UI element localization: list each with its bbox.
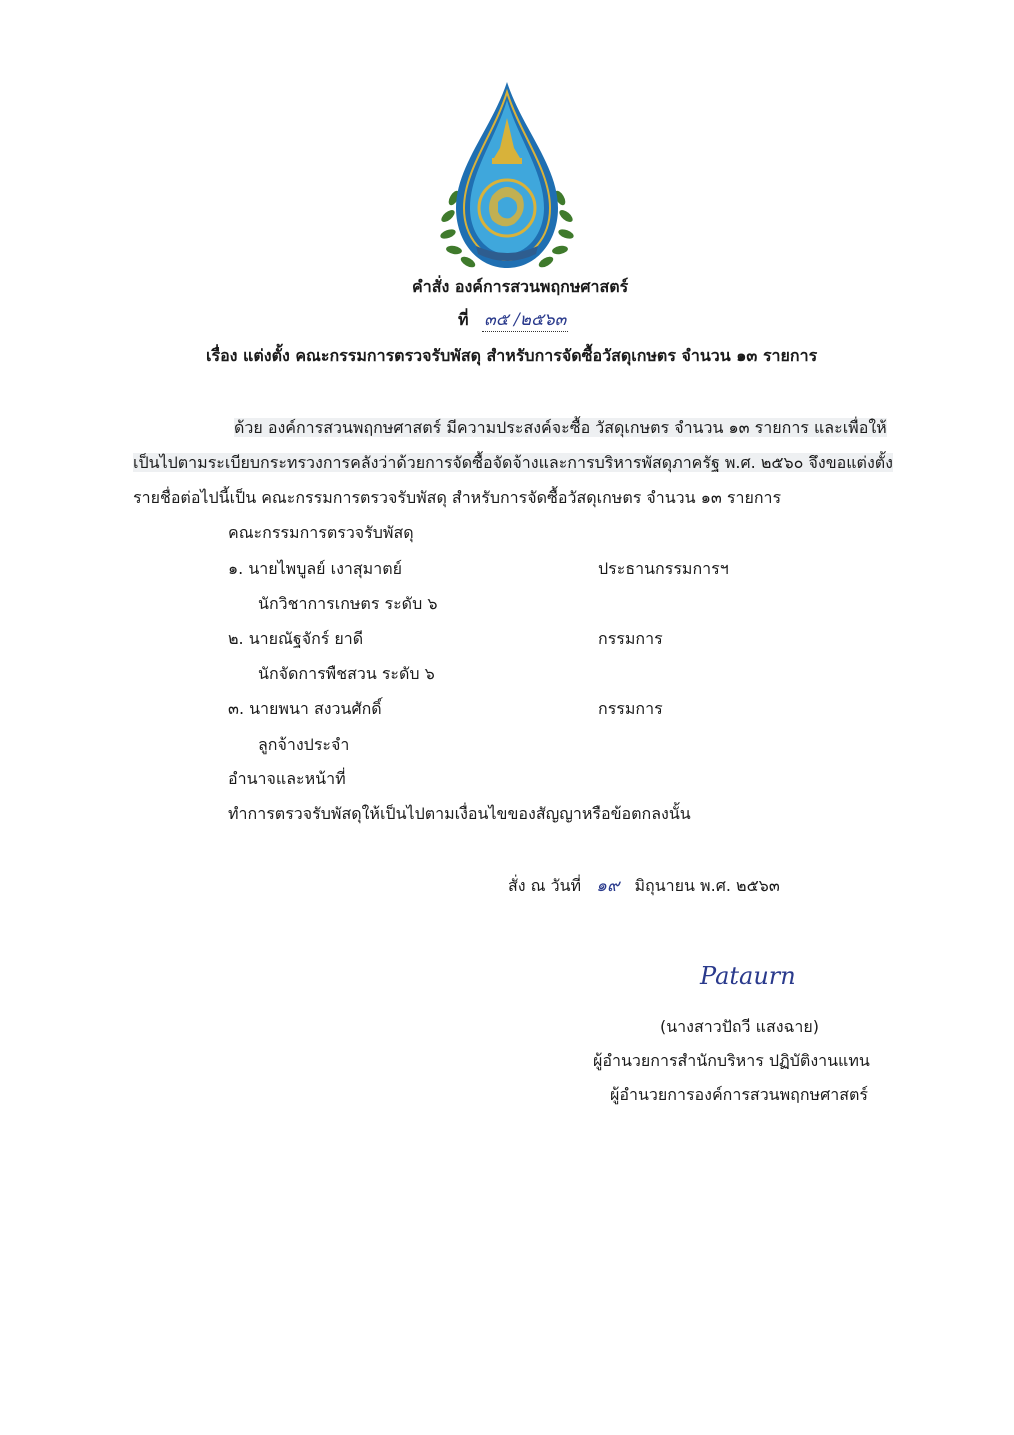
member-1-position: นักวิชาการเกษตร ระดับ ๖ (258, 594, 438, 613)
body-paragraph-line-3: รายชื่อต่อไปนี้เป็น คณะกรรมการตรวจรับพัสดุ สำหรับการจัดซื้อวัสดุเกษตร จำนวน ๑๓ รายการ (133, 488, 782, 507)
order-number-value: ๓๕ /๒๕๖๓ (484, 310, 567, 330)
member-3-name: ๓. นายพนา สงวนศักดิ์ (228, 699, 382, 718)
body-paragraph-line-2 (133, 452, 893, 474)
committee-heading: คณะกรรมการตรวจรับพัสดุ (228, 523, 414, 542)
order-title: คำสั่ง องค์การสวนพฤกษศาสตร์ (412, 277, 629, 296)
member-1-role: ประธานกรรมการฯ (598, 559, 729, 578)
date-prefix: สั่ง ณ วันที่ (508, 876, 582, 895)
order-number-prefix: ที่ (458, 310, 469, 329)
date-day: ๑๙ (596, 876, 620, 896)
member-3-role: กรรมการ (598, 699, 663, 718)
member-2-role: กรรมการ (598, 629, 663, 648)
member-1-name: ๑. นายไพบูลย์ เงาสุมาตย์ (228, 559, 402, 578)
organization-emblem (432, 78, 582, 278)
member-2-position: นักจัดการพืชสวน ระดับ ๖ (258, 664, 435, 683)
member-2-name: ๒. นายณัฐจักร์ ยาดี (228, 629, 364, 648)
order-number (458, 309, 568, 332)
order-subject: เรื่อง แต่งตั้ง คณะกรรมการตรวจรับพัสดุ สำหรับการจัดซื้อวัสดุเกษตร จำนวน ๑๓ รายการ (206, 346, 818, 365)
body-paragraph-line-1 (234, 417, 887, 439)
body-paragraph-line-2-text: เป็นไปตามระเบียบกระทรวงการคลังว่าด้วยการจัดซื้อจัดจ้างและการบริหารพัสดุภาครัฐ พ.ศ. ๒๕๖๐ จึงขอแต่งตั้ง (133, 453, 893, 472)
member-3-position: ลูกจ้างประจำ (258, 735, 350, 754)
date-rest: มิถุนายน พ.ศ. ๒๕๖๓ (634, 876, 780, 895)
order-date (508, 875, 780, 897)
body-paragraph-line-1-text: ด้วย องค์การสวนพฤกษศาสตร์ มีความประสงค์จะซื้อ วัสดุเกษตร จำนวน ๑๓ รายการ และเพื่อให้ (234, 418, 887, 437)
handwritten-signature: Pataurn (700, 962, 796, 990)
duty-heading: อำนาจและหน้าที่ (228, 769, 346, 788)
signer-title-line-1: ผู้อำนวยการสำนักบริหาร ปฏิบัติงานแทน (593, 1051, 870, 1070)
signer-title-line-2: ผู้อำนวยการองค์การสวนพฤกษศาสตร์ (610, 1085, 868, 1104)
signer-name: (นางสาวปัถวี แสงฉาย) (660, 1017, 820, 1036)
duty-text: ทำการตรวจรับพัสดุให้เป็นไปตามเงื่อนไขของสัญญาหรือข้อตกลงนั้น (228, 804, 691, 823)
thai-emblem-drop-icon (432, 78, 582, 278)
